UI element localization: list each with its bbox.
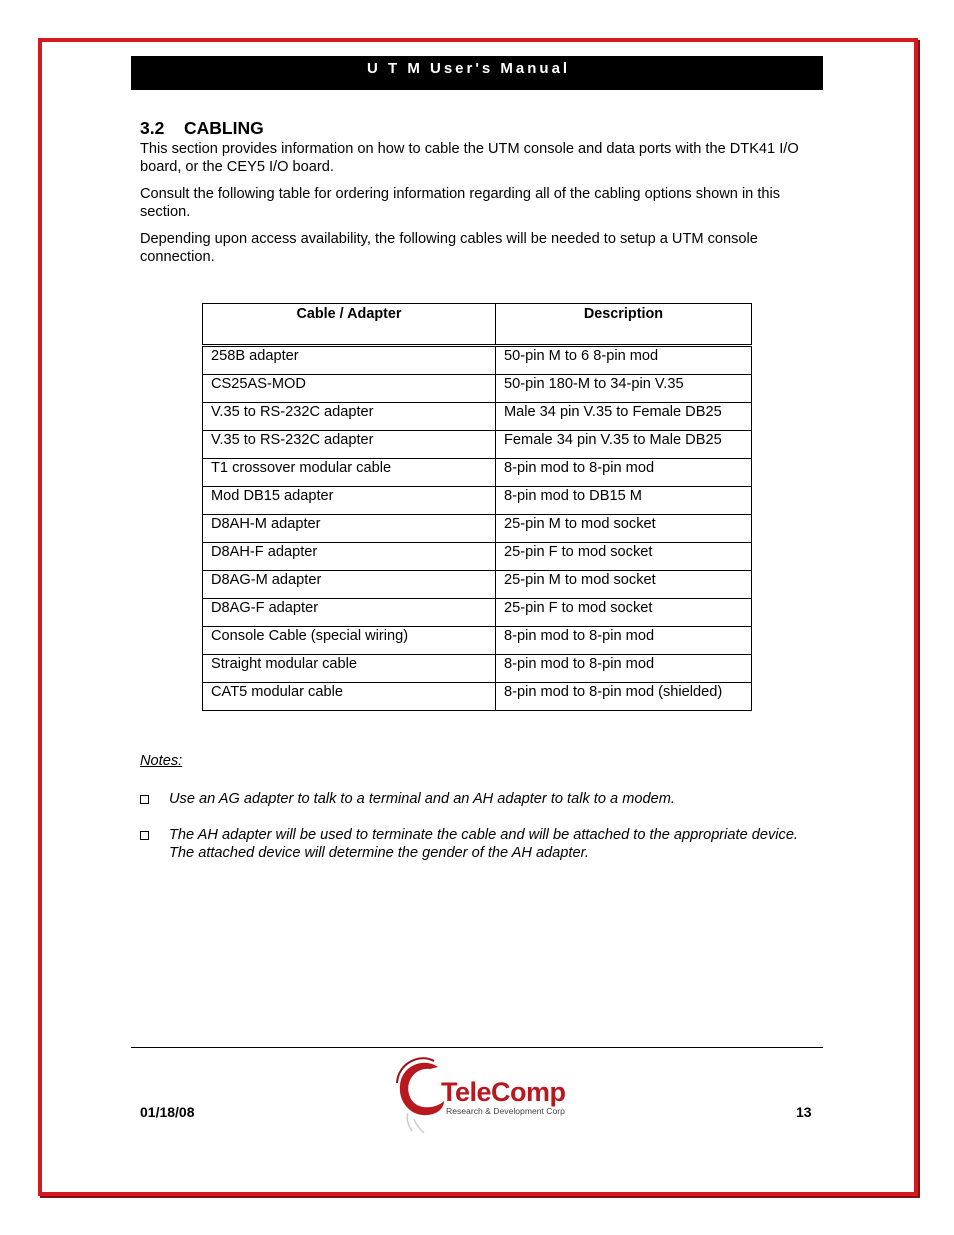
cable-cell: CAT5 modular cable: [203, 683, 496, 711]
description-cell: Female 34 pin V.35 to Male DB25: [496, 431, 752, 459]
cable-cell: D8AG-M adapter: [203, 571, 496, 599]
table-row: [203, 487, 752, 515]
section-heading: [140, 118, 264, 139]
note-text: Use an AG adapter to talk to a terminal and an AH adapter to talk to a modem.: [169, 791, 675, 807]
table-row: [203, 599, 752, 627]
cable-cell: D8AH-F adapter: [203, 543, 496, 571]
document-title: U T M User's Manual: [367, 60, 571, 77]
table-row: [203, 403, 752, 431]
table-row: [203, 375, 752, 403]
notes-label: Notes:: [140, 753, 183, 769]
note-text: The AH adapter will be used to terminate the cable and will be attached to the appropriate device. The attached device will determine the gender of the AH adapter.: [169, 827, 798, 861]
document-header-bar: [131, 56, 823, 90]
description-cell: 25-pin F to mod socket: [496, 599, 752, 627]
intro-paragraph: This section provides information on how to cable the UTM console and data ports with the DTK41 I/O board, or the CEY5 I/O board.: [140, 141, 799, 175]
table-row: [203, 431, 752, 459]
telecomp-logo: [394, 1053, 584, 1135]
description-cell: 8-pin mod to DB15 M: [496, 487, 752, 515]
cable-cell: Console Cable (special wiring): [203, 627, 496, 655]
logo-subtitle: Research & Development Corp: [446, 1106, 565, 1116]
footer-date: 01/18/08: [140, 1104, 195, 1120]
page-number: 13: [796, 1104, 812, 1120]
checkbox-bullet-icon: [140, 831, 149, 840]
description-cell: Male 34 pin V.35 to Female DB25: [496, 403, 752, 431]
cable-cell: V.35 to RS-232C adapter: [203, 431, 496, 459]
checkbox-bullet-icon: [140, 795, 149, 804]
section-number: 3.2: [140, 118, 165, 138]
cabling-table: [202, 303, 752, 711]
table-row: [203, 571, 752, 599]
column-header-cable: Cable / Adapter: [203, 304, 496, 345]
column-header-description: Description: [496, 304, 752, 345]
description-cell: 50-pin M to 6 8-pin mod: [496, 347, 752, 375]
section-title: CABLING: [184, 118, 264, 138]
description-cell: 25-pin M to mod socket: [496, 571, 752, 599]
cable-cell: Mod DB15 adapter: [203, 487, 496, 515]
cable-cell: D8AG-F adapter: [203, 599, 496, 627]
description-cell: 25-pin F to mod socket: [496, 543, 752, 571]
table-row: [203, 459, 752, 487]
description-cell: 8-pin mod to 8-pin mod (shielded): [496, 683, 752, 711]
table-header-row: [203, 304, 752, 345]
cable-cell: T1 crossover modular cable: [203, 459, 496, 487]
description-cell: 8-pin mod to 8-pin mod: [496, 655, 752, 683]
table-row: [203, 515, 752, 543]
table-row: [203, 655, 752, 683]
table-row: [203, 543, 752, 571]
description-cell: 25-pin M to mod socket: [496, 515, 752, 543]
table-row: [203, 347, 752, 375]
description-cell: 8-pin mod to 8-pin mod: [496, 627, 752, 655]
description-cell: 50-pin 180-M to 34-pin V.35: [496, 375, 752, 403]
logo-name: TeleComp: [441, 1077, 566, 1107]
cable-cell: 258B adapter: [203, 347, 496, 375]
description-cell: 8-pin mod to 8-pin mod: [496, 459, 752, 487]
cable-cell: D8AH-M adapter: [203, 515, 496, 543]
console-paragraph: Depending upon access availability, the following cables will be needed to setup a UTM console connection.: [140, 231, 758, 265]
ordering-paragraph: Consult the following table for ordering information regarding all of the cabling options shown in this section.: [140, 186, 781, 220]
table-row: [203, 627, 752, 655]
footer-divider: [131, 1047, 823, 1048]
table-row: [203, 683, 752, 711]
cable-cell: V.35 to RS-232C adapter: [203, 403, 496, 431]
cable-cell: Straight modular cable: [203, 655, 496, 683]
cable-cell: CS25AS-MOD: [203, 375, 496, 403]
table-body: [203, 345, 752, 711]
